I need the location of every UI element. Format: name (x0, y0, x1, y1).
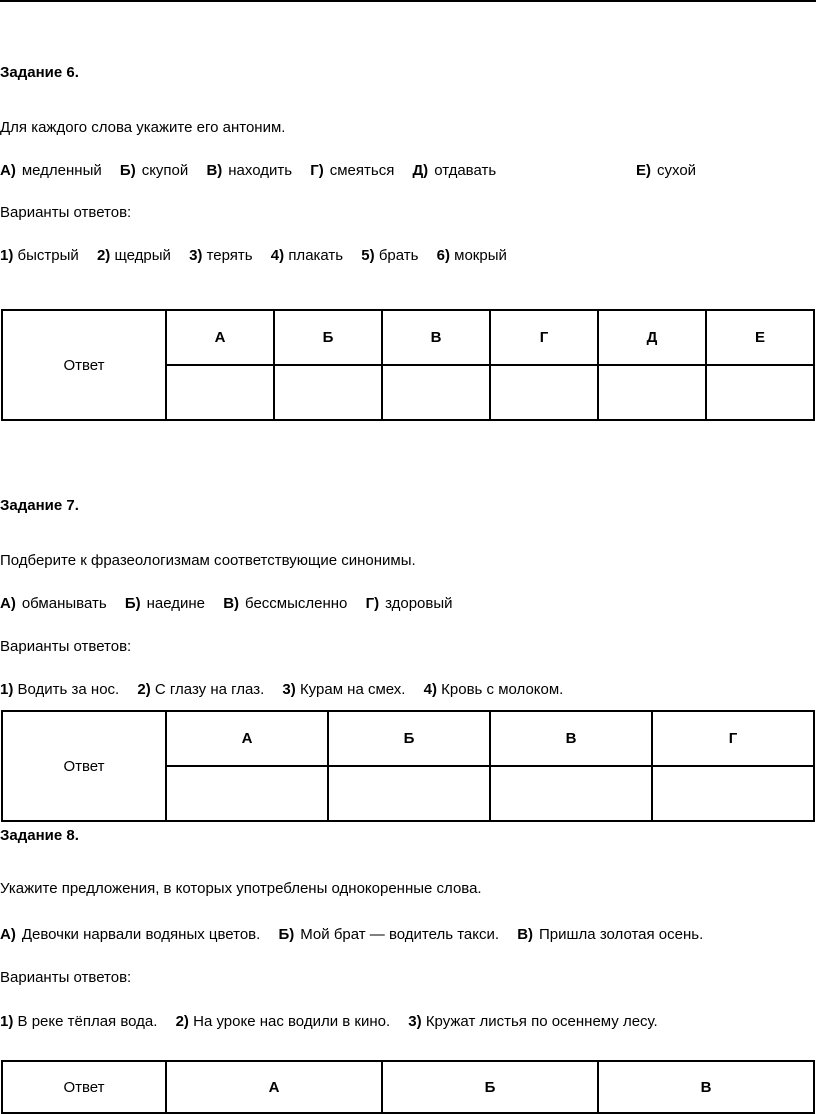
task6-item-letter: В) (206, 162, 223, 179)
answer-column-header: Д (598, 310, 706, 365)
answer-column-header: Б (382, 1061, 598, 1113)
answer-column-header: Б (274, 310, 382, 365)
answer-cell[interactable] (706, 365, 814, 420)
task7-answer-table (1, 710, 815, 822)
answer-column-header: Б (328, 711, 490, 766)
task8-options-label: Варианты ответов: (0, 969, 132, 986)
answer-column-header: Г (490, 310, 598, 365)
task6-title: Задание 6. (0, 64, 79, 81)
answer-column-header: А (166, 310, 274, 365)
task6-options (0, 246, 507, 266)
task6-item-text: сухой (657, 162, 697, 179)
task7-item-text: наедине (146, 595, 206, 612)
task8-option-num: 3) (408, 1013, 422, 1030)
answer-label: Ответ (2, 1061, 166, 1113)
task6-option-text: плакать (288, 247, 344, 264)
task7-item-text: здоровый (385, 595, 453, 612)
task8-item-letter: А) (0, 926, 16, 943)
answer-column-header: В (382, 310, 490, 365)
task8-option-text: В реке тёплая вода. (17, 1013, 158, 1030)
task8-instruction: Укажите предложения, в которых употреблены однокоренные слова. (0, 880, 482, 897)
task7-option-num: 4) (423, 681, 437, 698)
answer-column-header: В (490, 711, 652, 766)
task6-option-num: 2) (96, 247, 111, 264)
task7-item-text: обманывать (21, 595, 107, 612)
answer-cell[interactable] (490, 766, 652, 821)
answer-cell[interactable] (328, 766, 490, 821)
task8-item-text: Мой брат — водитель такси. (300, 926, 500, 943)
task7-title: Задание 7. (0, 497, 79, 514)
task6-item-letter: А) (0, 162, 16, 179)
task6-item-text: медленный (21, 162, 102, 179)
task8-option-text: На уроке нас водили в кино. (193, 1013, 391, 1030)
task6-items (0, 161, 496, 181)
answer-cell[interactable] (598, 365, 706, 420)
task6-option-num: 3) (189, 247, 203, 264)
task8-item-text: Пришла золотая осень. (539, 926, 704, 943)
task6-options-label: Варианты ответов: (0, 204, 132, 221)
task6-item-letter: Д) (412, 162, 429, 179)
task7-option-text: С глазу на глаз. (154, 681, 265, 698)
answer-cell[interactable] (652, 766, 814, 821)
task6-option-text: щедрый (114, 247, 171, 264)
task6-option-num: 5) (361, 247, 375, 264)
answer-cell[interactable] (490, 365, 598, 420)
task7-option-num: 3) (282, 681, 296, 698)
task6-option-text: мокрый (454, 247, 507, 264)
task8-option-num: 2) (175, 1013, 189, 1030)
answer-column-header: Г (652, 711, 814, 766)
task7-option-num: 1) (0, 681, 14, 698)
task7-option-text: Кровь с молоком. (441, 681, 564, 698)
task6-option-num: 1) (0, 247, 14, 264)
task7-items (0, 594, 453, 614)
task7-item-letter: В) (223, 595, 240, 612)
task7-item-letter: Г) (365, 595, 380, 612)
task8-answer-table (1, 1060, 815, 1114)
task7-option-text: Водить за нос. (17, 681, 120, 698)
task6-item-letter: Е) (636, 162, 651, 179)
task8-option-num: 1) (0, 1013, 14, 1030)
task8-options (0, 1012, 658, 1032)
answer-column-header: В (598, 1061, 814, 1113)
task8-title: Задание 8. (0, 827, 79, 844)
task6-item-last (636, 161, 696, 181)
task6-option-text: быстрый (17, 247, 79, 264)
answer-cell[interactable] (166, 365, 274, 420)
task6-answer-table (1, 309, 815, 421)
task7-option-text: Курам на смех. (299, 681, 406, 698)
task6-option-num: 6) (436, 247, 450, 264)
task8-item-letter: Б) (278, 926, 295, 943)
task6-option-num: 4) (270, 247, 285, 264)
task6-option-text: терять (206, 247, 253, 264)
task6-item-text: находить (228, 162, 293, 179)
task6-item-text: скупой (141, 162, 189, 179)
answer-cell[interactable] (274, 365, 382, 420)
task8-option-text: Кружат листья по осеннему лесу. (425, 1013, 658, 1030)
task6-option-text: брать (378, 247, 419, 264)
task7-item-letter: А) (0, 595, 16, 612)
task8-item-text: Девочки нарвали водяных цветов. (21, 926, 261, 943)
answer-label: Ответ (2, 711, 166, 821)
answer-column-header: Е (706, 310, 814, 365)
task6-item-letter: Г) (310, 162, 324, 179)
task7-item-text: бессмысленно (245, 595, 348, 612)
task6-instruction: Для каждого слова укажите его антоним. (0, 119, 286, 136)
answer-label: Ответ (2, 310, 166, 420)
answer-column-header: А (166, 711, 328, 766)
task7-option-num: 2) (137, 681, 151, 698)
top-rule (0, 0, 816, 2)
answer-column-header: А (166, 1061, 382, 1113)
task6-item-letter: Б) (119, 162, 136, 179)
task8-items (0, 925, 703, 945)
task6-item-text: смеяться (329, 162, 395, 179)
answer-cell[interactable] (166, 766, 328, 821)
task6-item-text: отдавать (434, 162, 497, 179)
answer-cell[interactable] (382, 365, 490, 420)
task8-item-letter: В) (517, 926, 534, 943)
task7-options-label: Варианты ответов: (0, 638, 132, 655)
task7-instruction: Подберите к фразеологизмам соответствующие синонимы. (0, 552, 416, 569)
task7-item-letter: Б) (124, 595, 141, 612)
task7-options (0, 680, 563, 700)
